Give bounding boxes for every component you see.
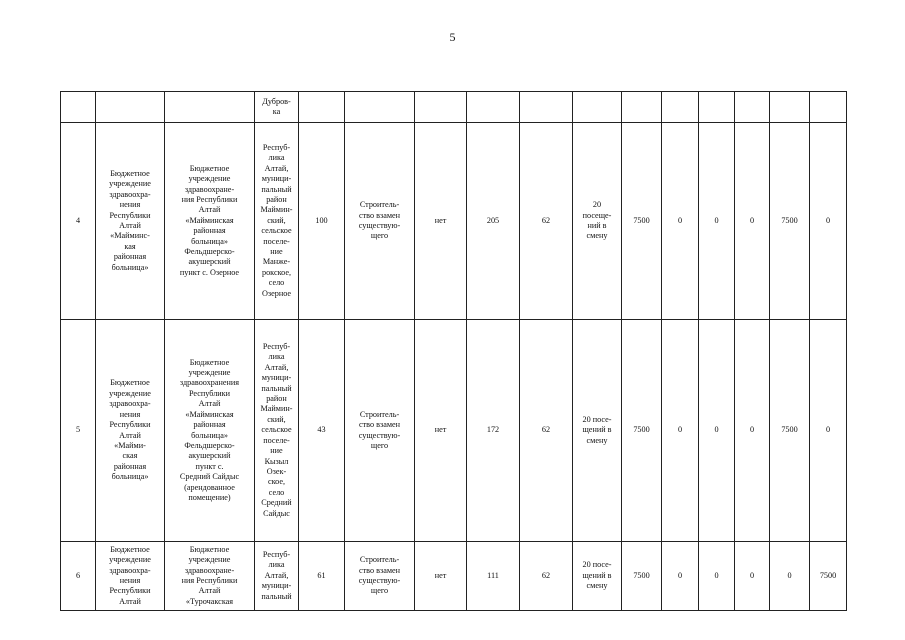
institution-cell-text: Бюджетное учреждение здравоохра- нения Республики Алтай «Майми- ская районная больница»	[109, 378, 151, 482]
col13-cell	[699, 92, 735, 123]
row-number-cell	[61, 320, 96, 542]
col9-cell-text: 62	[541, 570, 551, 580]
row-number-cell-text: 4	[75, 215, 81, 225]
land-cell-text: нет	[434, 570, 447, 580]
col12-cell-text: 0	[677, 425, 683, 435]
row-number-cell-text: 5	[75, 425, 81, 435]
table-row	[61, 542, 847, 611]
col14-cell-text: 0	[749, 215, 755, 225]
col13-cell-text: 0	[714, 215, 719, 225]
table-body	[61, 92, 847, 611]
col8-cell-text: 205	[486, 215, 500, 225]
location-cell	[255, 320, 299, 542]
visits-cell-text: 20 посе- щений в смену	[582, 560, 612, 591]
institution-cell-text: Бюджетное учреждение здравоохра- нения Республики Алтай	[109, 544, 151, 606]
institution-cell	[96, 542, 165, 611]
col14-cell-text: 0	[749, 425, 755, 435]
col8-cell	[467, 542, 520, 611]
work-type-cell-text: Строитель- ство взамен существую- щего	[358, 409, 401, 450]
capacity-cell	[299, 92, 345, 123]
col14-cell-text: 0	[749, 570, 755, 580]
col12-cell	[662, 320, 699, 542]
facility-cell-text: Бюджетное учреждение здравоохране- ния Республики Алтай «Турочакская	[181, 544, 238, 606]
col8-cell-text: 111	[487, 570, 499, 580]
capacity-cell-text: 100	[315, 215, 328, 225]
col11-cell-text: 7500	[633, 425, 650, 435]
col13-cell-text: 0	[714, 425, 719, 435]
land-cell-text: нет	[434, 215, 447, 225]
col16-cell	[810, 123, 847, 320]
work-type-cell	[345, 123, 415, 320]
col16-cell	[810, 320, 847, 542]
col11-cell	[622, 92, 662, 123]
col8-cell	[467, 123, 520, 320]
land-cell	[415, 542, 467, 611]
facility-cell-text: Бюджетное учреждение здравоохранения Республики Алтай «Майминская районная больница» Фельдшерско- акушерский пункт с. Средний Сайдыс (арендованное помещение)	[179, 357, 240, 502]
work-type-cell	[345, 542, 415, 611]
location-cell	[255, 123, 299, 320]
col16-cell	[810, 92, 847, 123]
col12-cell-text: 0	[677, 570, 683, 580]
capacity-cell-text: 43	[317, 425, 326, 435]
work-type-cell	[345, 92, 415, 123]
col16-cell	[810, 542, 847, 611]
row-number-cell-text: 6	[75, 570, 81, 580]
work-type-cell	[345, 320, 415, 542]
row-number-cell	[61, 542, 96, 611]
table-row	[61, 92, 847, 123]
col12-cell	[662, 123, 699, 320]
row-number-cell	[61, 92, 96, 123]
col16-cell-text: 0	[825, 425, 831, 435]
col9-cell	[520, 542, 573, 611]
institution-cell	[96, 123, 165, 320]
col8-cell	[467, 92, 520, 123]
col13-cell	[699, 123, 735, 320]
col12-cell	[662, 542, 699, 611]
col11-cell-text: 7500	[633, 215, 650, 225]
col15-cell-text: 7500	[781, 425, 798, 435]
institution-cell-text: Бюджетное учреждение здравоохра- нения Республики Алтай «Майминс- кая районная больница»	[109, 168, 151, 272]
institution-cell	[96, 320, 165, 542]
col16-cell-text: 0	[825, 215, 831, 225]
col13-cell-text: 0	[714, 570, 719, 580]
capacity-cell	[299, 320, 345, 542]
visits-cell	[573, 320, 622, 542]
col14-cell	[735, 92, 770, 123]
col9-cell	[520, 123, 573, 320]
location-cell	[255, 92, 299, 123]
page-number: 5	[449, 30, 456, 44]
facility-cell	[165, 92, 255, 123]
col15-cell	[770, 320, 810, 542]
location-cell-text: Респуб- лика Алтай, муници- пальный район Маймин- ский, сельское поселе- ние Кызыл Озек- ское, село Средний Сайдыс	[260, 342, 293, 518]
col12-cell-text: 0	[677, 215, 683, 225]
facility-cell-text: Бюджетное учреждение здравоохране- ния Республики Алтай «Майминская районная больница» Фельдшерско- акушерский пункт с. Озерное	[179, 163, 240, 277]
visits-cell	[573, 92, 622, 123]
col13-cell	[699, 320, 735, 542]
table-row	[61, 320, 847, 542]
land-cell	[415, 123, 467, 320]
land-cell	[415, 320, 467, 542]
col9-cell	[520, 320, 573, 542]
col11-cell	[622, 320, 662, 542]
col15-cell	[770, 92, 810, 123]
land-cell-text: нет	[434, 425, 447, 435]
col15-cell-text: 7500	[781, 215, 798, 225]
col12-cell	[662, 92, 699, 123]
visits-cell-text: 20 посеще- ний в смену	[582, 200, 612, 241]
col14-cell	[735, 320, 770, 542]
col15-cell	[770, 123, 810, 320]
capacity-cell-text: 61	[317, 570, 326, 580]
visits-cell	[573, 542, 622, 611]
capacity-cell	[299, 123, 345, 320]
work-type-cell-text: Строитель- ство взамен существую- щего	[358, 200, 401, 241]
location-cell-text: Дубров- ка	[262, 96, 291, 116]
visits-cell-text: 20 посе- щений в смену	[582, 414, 612, 445]
col9-cell-text: 62	[541, 425, 551, 435]
work-type-cell-text: Строитель- ство взамен существую- щего	[358, 555, 401, 596]
location-cell-text: Респуб- лика Алтай, муници- пальный район Маймин- ский, сельское поселе- ние Манже- рокское, село Озерное	[260, 142, 293, 298]
col15-cell	[770, 542, 810, 611]
col11-cell	[622, 123, 662, 320]
facility-cell	[165, 320, 255, 542]
institution-cell	[96, 92, 165, 123]
col9-cell-text: 62	[541, 215, 551, 225]
col11-cell-text: 7500	[633, 570, 650, 580]
capacity-cell	[299, 542, 345, 611]
table-row	[61, 123, 847, 320]
col15-cell-text: 0	[787, 570, 792, 580]
visits-cell	[573, 123, 622, 320]
facility-cell	[165, 542, 255, 611]
col9-cell	[520, 92, 573, 123]
col14-cell	[735, 123, 770, 320]
facilities-table	[60, 91, 847, 611]
location-cell	[255, 542, 299, 611]
location-cell-text: Респуб- лика Алтай, муници- пальный	[261, 549, 292, 601]
row-number-cell	[61, 123, 96, 320]
col8-cell-text: 172	[486, 425, 500, 435]
col8-cell	[467, 320, 520, 542]
land-cell	[415, 92, 467, 123]
col13-cell	[699, 542, 735, 611]
col16-cell-text: 7500	[819, 570, 837, 580]
facility-cell	[165, 123, 255, 320]
col14-cell	[735, 542, 770, 611]
col11-cell	[622, 542, 662, 611]
